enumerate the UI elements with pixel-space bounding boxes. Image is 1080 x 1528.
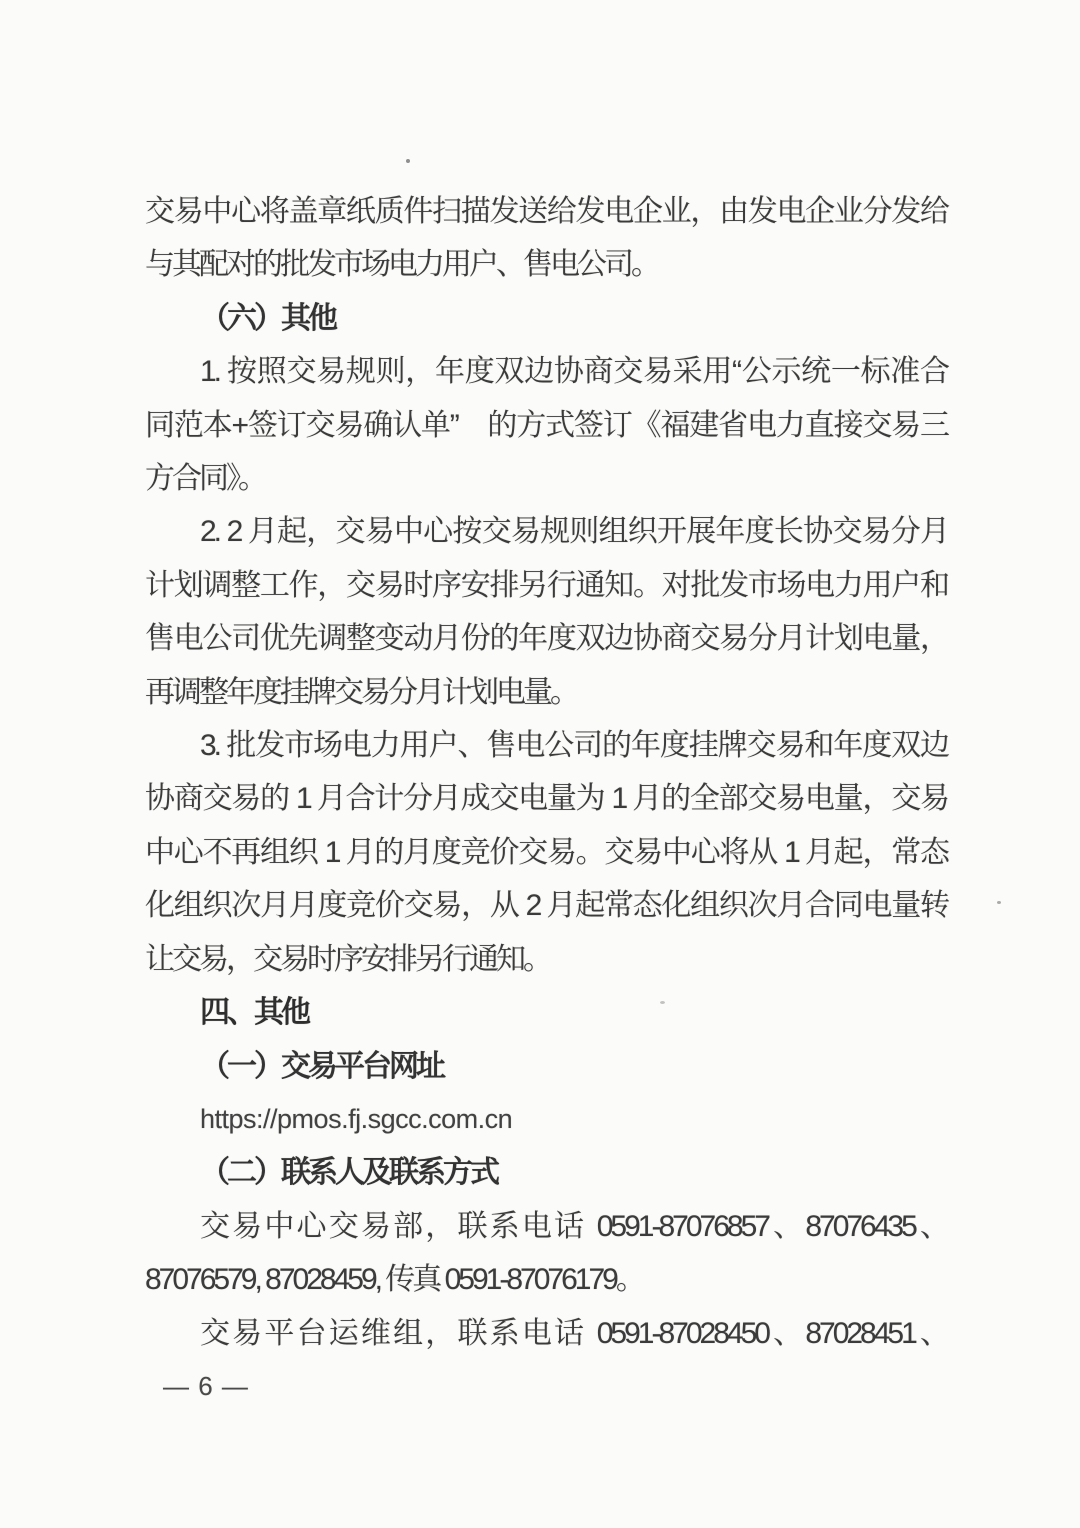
paragraph-line: 与其配对的批发市场电力用户、售电公司。 bbox=[145, 248, 658, 282]
scan-speck bbox=[406, 159, 410, 163]
paragraph-line: 协商交易的 1 月合计分月成交电量为 1 月的全部交易电量，交易 bbox=[145, 782, 947, 816]
paragraph-line: 让交易，交易时序安排另行通知。 bbox=[145, 942, 550, 976]
paragraph-line: 再调整年度挂牌交易分月计划电量。 bbox=[145, 675, 577, 709]
paragraph-line: 交易中心将盖章纸质件扫描发送给发电企业，由发电企业分发给 bbox=[145, 195, 947, 228]
document-text-block bbox=[145, 185, 947, 1413]
subheading-trading-platform-url: （一）交易平台网址 bbox=[200, 1049, 443, 1083]
paragraph-line: 2. 2 月起，交易中心按交易规则组织开展年度长协交易分月 bbox=[200, 515, 947, 549]
paragraph-line: 同范本+签订交易确认单” 的方式签订《福建省电力直接交易三 bbox=[145, 408, 947, 442]
paragraph-line: 87076579, 87028459, 传真 0591-87076179。 bbox=[145, 1263, 643, 1297]
paragraph-line: 售电公司优先调整变动月份的年度双边协商交易分月计划电量， bbox=[145, 622, 947, 656]
paragraph-line: 3. 批发市场电力用户、售电公司的年度挂牌交易和年度双边 bbox=[200, 729, 947, 763]
paragraph-line: 方合同》。 bbox=[145, 462, 265, 496]
scan-speck bbox=[997, 901, 1001, 904]
subheading-contact-info: （二）联系人及联系方式 bbox=[200, 1156, 497, 1190]
paragraph-line: 计划调整工作，交易时序安排另行通知。对批发市场电力用户和 bbox=[145, 568, 947, 602]
page-number: — 6 — bbox=[163, 1370, 249, 1401]
paragraph-line: 交易中心交易部，联系电话 0591-87076857、87076435、 bbox=[200, 1209, 947, 1243]
paragraph-line: 中心不再组织 1 月的月度竞价交易。交易中心将从 1 月起，常态 bbox=[145, 835, 947, 869]
url-text: https://pmos.fj.sgcc.com.cn bbox=[200, 1103, 513, 1134]
section-heading-other: 四、其他 bbox=[200, 996, 308, 1030]
paragraph-line: 交易平台运维组，联系电话 0591-87028450、87028451、 bbox=[200, 1316, 947, 1350]
paragraph-line: 化组织次月月度竞价交易，从 2 月起常态化组织次月合同电量转 bbox=[145, 889, 947, 923]
paragraph-line: 1. 按照交易规则，年度双边协商交易采用“公示统一标准合 bbox=[200, 355, 947, 389]
subsection-heading-other: （六）其他 bbox=[200, 301, 335, 335]
